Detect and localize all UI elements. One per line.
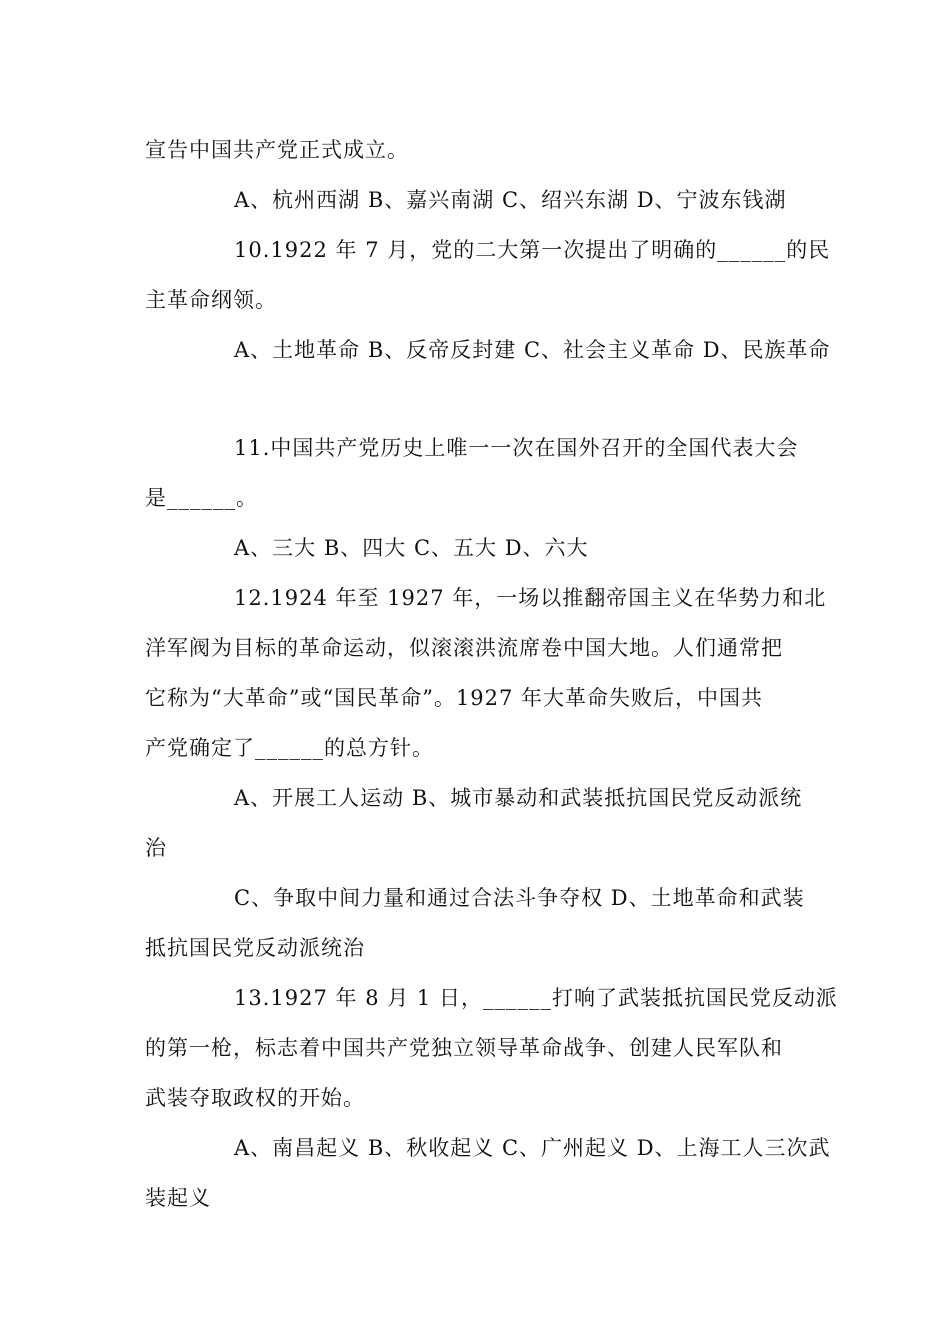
q13-stem-line2: 的第一枪，标志着中国共产党独立领导革命战争、创建人民军队和 [145,1036,783,1060]
q11-options: A、三大 B、四大 C、五大 D、六大 [234,536,589,560]
q13-options: A、南昌起义 B、秋收起义 C、广州起义 D、上海工人三次武 [234,1136,831,1160]
q12-options-cd: C、争取中间力量和通过合法斗争夺权 D、土地革命和武装 [234,886,805,910]
q12-stem-line3: 它称为“大革命”或“国民革命”。1927 年大革命失败后，中国共 [145,686,764,710]
q13-stem: 13.1927 年 8 月 1 日，______打响了武装抵抗国民党反动派 [234,986,838,1010]
q12-stem: 12.1924 年至 1927 年，一场以推翻帝国主义在华势力和北 [234,586,827,610]
q13-stem-line3: 武装夺取政权的开始。 [145,1086,365,1110]
q12-options-ab: A、开展工人运动 B、城市暴动和武装抵抗国民党反动派统 [234,786,803,810]
q11-stem-cont: 是______。 [145,486,258,510]
q10-stem-cont: 主革命纲领。 [145,288,277,312]
q11-stem: 11.中国共产党历史上唯一一次在国外召开的全国代表大会 [234,436,799,460]
q10-stem: 10.1922 年 7 月，党的二大第一次提出了明确的______的民 [234,238,831,262]
q13-options-cont: 装起义 [145,1186,211,1210]
q9-options: A、杭州西湖 B、嘉兴南湖 C、绍兴东湖 D、宁波东钱湖 [234,188,787,212]
q12-options-ab-cont: 治 [145,836,167,860]
text-line-q9-cont: 宣告中国共产党正式成立。 [145,138,409,162]
q12-options-cd-cont: 抵抗国民党反动派统治 [145,936,365,960]
q12-stem-line2: 洋军阀为目标的革命运动，似滚滚洪流席卷中国大地。人们通常把 [145,636,783,660]
q10-options: A、土地革命 B、反帝反封建 C、社会主义革命 D、民族革命 [234,338,831,362]
q12-stem-line4: 产党确定了______的总方针。 [145,736,434,760]
